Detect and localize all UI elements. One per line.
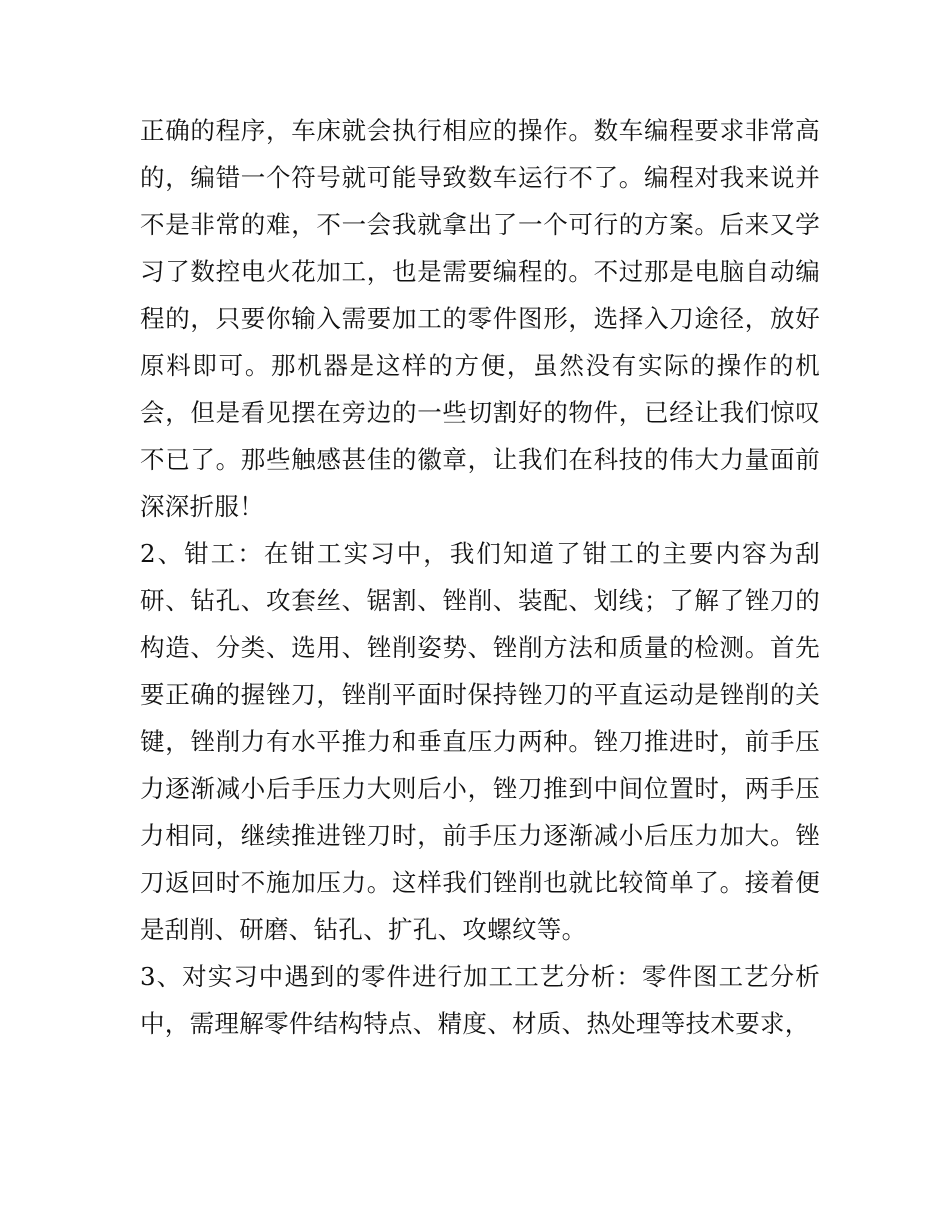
paragraph-lathe-programming: 正确的程序，车床就会执行相应的操作。数车编程要求非常高的，编错一个符号就可能导致数车运行不了。编程对我来说并不是非常的难，不一会我就拿出了一个可行的方案。后来又学习了数控电火花加工，也是需要编程的。不过那是电脑自动编程的，只要你输入需要加工的零件图形，选择入刀途径，放好原料即可。那机器是这样的方便，虽然没有实际的操作的机会，但是看见摆在旁边的一些切割好的物件，已经让我们惊叹不已了。那些触感甚佳的徽章，让我们在科技的伟大力量面前深深折服！ — [140, 116, 820, 521]
paragraph-process-analysis: 3、对实习中遇到的零件进行加工工艺分析：零件图工艺分析中，需理解零件结构特点、精度、材质、热处理等技术要求， — [140, 962, 820, 1038]
paragraph-fitter-work: 2、钳工：在钳工实习中，我们知道了钳工的主要内容为刮研、钻孔、攻套丝、锯割、锉削、装配、划线；了解了锉刀的构造、分类、选用、锉削姿势、锉削方法和质量的检测。首先要正确的握锉刀，锉削平面时保持锉刀的平直运动是锉削的关键，锉削力有水平推力和垂直压力两种。锉刀推进时，前手压力逐渐减小后手压力大则后小，锉刀推到中间位置时，两手压力相同，继续推进锉刀时，前手压力逐渐减小后压力加大。锉刀返回时不施加压力。这样我们锉削也就比较简单了。接着便是刮削、研磨、钻孔、扩孔、攻螺纹等。 — [140, 539, 820, 944]
document-body — [140, 107, 820, 1047]
